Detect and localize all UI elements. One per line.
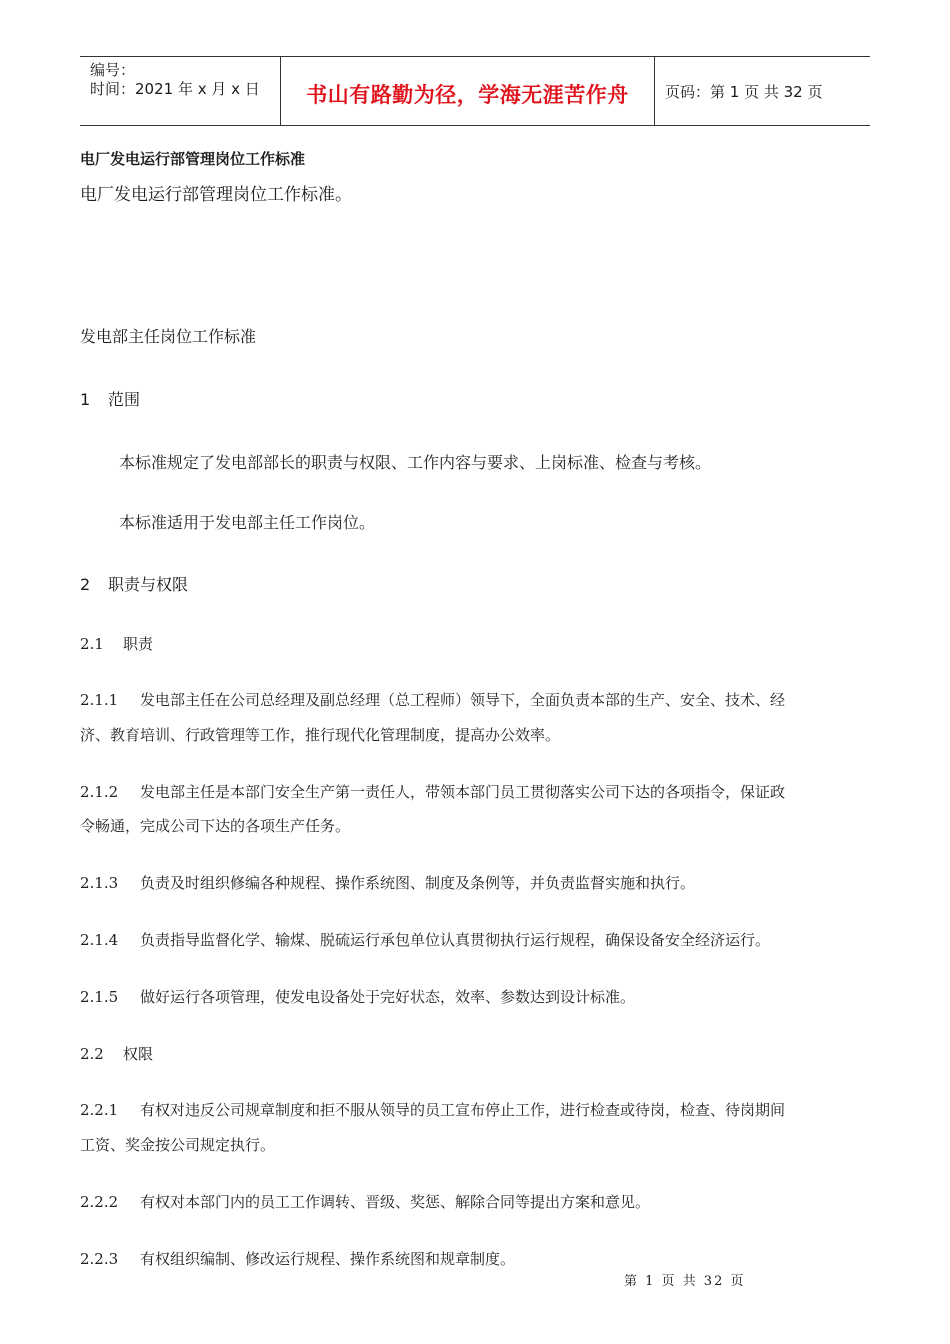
item-number: 2.2.1 [80,1101,119,1119]
item-text: 做好运行各项管理，使发电设备处于完好状态，效率、参数达到设计标准。 [140,988,636,1006]
item-text: 负责指导监督化学、输煤、脱硫运行承包单位认真贯彻执行运行规程，确保设备安全经济运行。 [140,931,771,949]
page-footer: 第 1 页 共 32 页 [624,1274,746,1289]
doc-subtitle: 电厂发电运行部管理岗位工作标准。 [80,185,352,205]
list-item-continuation: 工资、奖金按公司规定执行。 [80,1136,276,1154]
item-text: 发电部主任在公司总经理及副总经理（总工程师）领导下，全面负责本部的生产、安全、技术、经 [140,691,786,709]
page-code: 页码：第 1 页 共 32 页 [665,83,823,101]
subheading-2-1 [80,633,153,654]
page-header [80,56,870,126]
item-number: 2.2.2 [80,1193,119,1211]
list-item [80,872,695,893]
header-page-cell [655,57,870,125]
item-number: 2.1.2 [80,783,119,801]
doc-title: 电厂发电运行部管理岗位工作标准 [80,150,306,168]
item-text: 有权组织编制、修改运行规程、操作系统图和规章制度。 [140,1250,516,1268]
heading-1 [80,387,140,410]
list-item [80,1099,785,1120]
item-number: 2.1.3 [80,874,119,892]
header-meta-cell [80,57,281,125]
subheading-2-2 [80,1043,153,1064]
paragraph: 本标准规定了发电部部长的职责与权限、工作内容与要求、上岗标准、检查与考核。 [119,453,712,472]
list-item [80,929,770,950]
item-text: 发电部主任是本部门安全生产第一责任人，带领本部门员工贯彻落实公司下达的各项指令，保证政 [140,783,786,801]
serial-label: 编号： [90,61,136,79]
list-item-continuation: 济、教育培训、行政管理等工作，推行现代化管理制度，提高办公效率。 [80,726,561,744]
item-number: 2.1.5 [80,988,119,1006]
date-label: 时间：2021 年 x 月 x 日 [90,80,260,98]
heading-number: 2 [80,575,91,594]
header-motto-cell [281,57,655,125]
list-item-continuation: 令畅通，完成公司下达的各项生产任务。 [80,817,351,835]
item-text: 负责及时组织修编各种规程、操作系统图、制度及条例等，并负责监督实施和执行。 [140,874,696,892]
heading-number: 2.1 [80,635,104,653]
list-item [80,986,635,1007]
heading-text: 职责与权限 [108,575,189,594]
heading-text: 职责 [123,635,154,653]
paragraph: 本标准适用于发电部主任工作岗位。 [119,513,376,532]
item-number: 2.1.4 [80,931,119,949]
list-item [80,1191,650,1212]
heading-text: 权限 [123,1045,154,1063]
motto-text: 书山有路勤为径，学海无涯苦作舟 [306,83,629,107]
heading-number: 1 [80,390,91,409]
item-text: 有权对违反公司规章制度和拒不服从领导的员工宣布停止工作，进行检查或待岗，检查、待岗期间 [140,1101,786,1119]
heading-number: 2.2 [80,1045,104,1063]
heading-text: 范围 [108,390,141,409]
item-number: 2.1.1 [80,691,119,709]
list-item [80,689,785,710]
section-title: 发电部主任岗位工作标准 [80,327,257,346]
item-text: 有权对本部门内的员工工作调转、晋级、奖惩、解除合同等提出方案和意见。 [140,1193,651,1211]
list-item [80,1248,515,1269]
item-number: 2.2.3 [80,1250,119,1268]
heading-2 [80,572,188,595]
list-item [80,781,785,802]
